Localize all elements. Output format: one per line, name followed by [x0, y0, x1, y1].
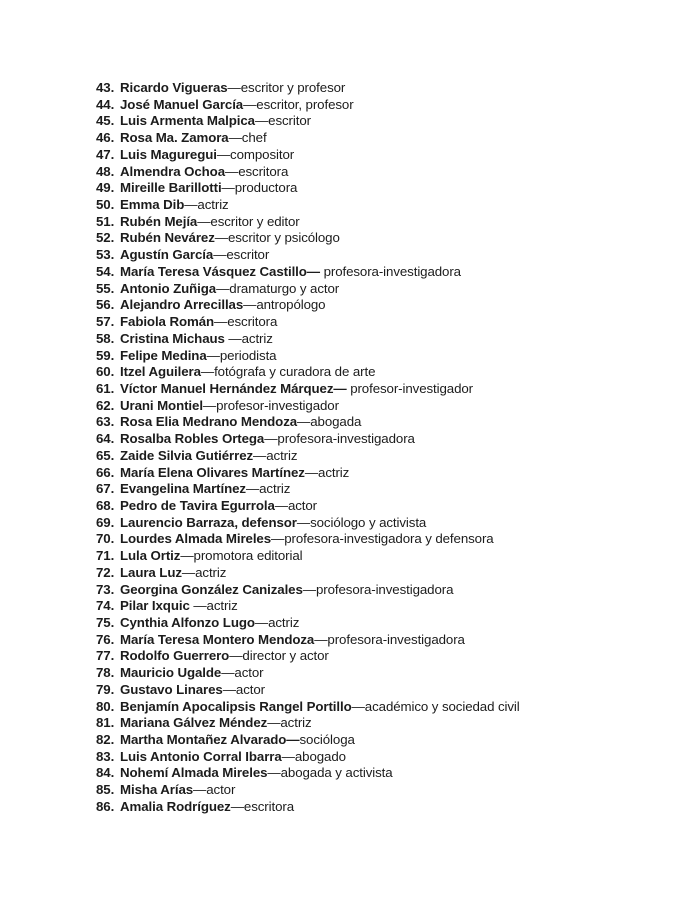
person-name: Emma Dib [120, 197, 185, 213]
item-number: 67. [96, 481, 115, 497]
item-text [120, 765, 393, 782]
item-number: 71. [96, 548, 115, 564]
list-item [96, 381, 520, 398]
list-item [96, 548, 520, 565]
person-role: —director y actor [229, 648, 329, 664]
item-number: 76. [96, 631, 115, 647]
list-item [96, 130, 520, 147]
item-text [120, 799, 294, 816]
item-text [120, 465, 349, 482]
item-text [120, 164, 288, 181]
person-role: —fotógrafa y curadora de arte [200, 364, 376, 380]
item-text [120, 598, 238, 615]
item-number: 47. [96, 146, 115, 162]
item-number: 50. [96, 197, 115, 213]
person-role: —escritora [225, 163, 289, 179]
item-number: 64. [96, 431, 115, 447]
item-text [120, 314, 277, 331]
person-name: Gustavo Linares [120, 681, 223, 697]
person-name: Cynthia Alfonzo Lugo [120, 615, 255, 630]
item-text [120, 782, 235, 799]
item-text [120, 80, 345, 97]
person-name: Víctor Manuel Hernández Márquez— [120, 380, 347, 396]
list-item [96, 398, 520, 415]
person-role: —escritor y profesor [227, 80, 346, 95]
item-text [120, 247, 269, 264]
person-role: —escritora [214, 314, 278, 330]
list-item [96, 113, 520, 130]
item-text [120, 498, 317, 515]
person-name: Almendra Ochoa [120, 163, 226, 179]
person-name: Georgina González Canizales [120, 581, 303, 597]
item-number: 75. [96, 615, 115, 630]
item-number: 78. [96, 665, 115, 681]
person-name: Ricardo Vigueras [120, 80, 228, 95]
person-name: Benjamín Apocalipsis Rangel Portillo [120, 698, 352, 714]
item-number: 46. [96, 130, 115, 146]
item-text [120, 515, 426, 532]
person-role: profesor-investigador [346, 380, 473, 396]
person-name: Rosa Elia Medrano Mendoza [120, 414, 298, 430]
person-name: Pilar Ixquic [120, 598, 190, 614]
item-number: 56. [96, 297, 115, 313]
person-name: Luis Maguregui [120, 146, 217, 162]
item-number: 66. [96, 464, 115, 480]
item-number: 85. [96, 782, 115, 798]
item-number: 80. [96, 698, 115, 714]
person-name: Martha Montañez Alvarado— [120, 732, 300, 748]
list-item [96, 230, 520, 247]
person-name: Felipe Medina [120, 347, 207, 363]
list-item [96, 531, 520, 548]
item-text [120, 615, 299, 632]
item-number: 86. [96, 798, 115, 814]
item-number: 52. [96, 230, 115, 246]
item-text [120, 348, 276, 365]
list-item [96, 314, 520, 331]
person-name: Itzel Aguilera [120, 364, 201, 380]
person-name: Antonio Zuñiga [120, 280, 217, 296]
person-name: Rubén Nevárez [120, 230, 215, 246]
person-role: —profesora-investigadora [314, 631, 465, 647]
item-text [120, 214, 300, 231]
list-item [96, 565, 520, 582]
item-text [120, 331, 273, 348]
item-text [120, 113, 311, 130]
item-number: 48. [96, 163, 115, 179]
name-list [96, 80, 520, 816]
person-name: Nohemí Almada Mireles [120, 765, 268, 781]
person-name: Zaide Silvia Gutiérrez [120, 447, 254, 463]
person-role: —actriz [253, 447, 298, 463]
person-role: —compositor [216, 146, 295, 162]
item-number: 55. [96, 280, 115, 296]
list-item [96, 281, 520, 298]
item-number: 82. [96, 732, 115, 748]
item-number: 83. [96, 748, 115, 764]
list-item [96, 749, 520, 766]
person-role: —actriz [245, 481, 291, 497]
item-number: 60. [96, 364, 115, 380]
item-number: 58. [96, 330, 115, 346]
person-name: Fabiola Román [120, 314, 215, 330]
item-number: 49. [96, 180, 115, 196]
person-role: —profesora-investigadora y defensora [271, 531, 494, 547]
person-name: Rubén Mejía [120, 213, 198, 229]
item-text [120, 531, 494, 548]
list-item [96, 264, 520, 281]
person-name: Laura Luz [120, 564, 182, 580]
person-role: —actriz [267, 715, 312, 731]
item-text [120, 264, 461, 281]
person-role: profesora-investigadora [319, 263, 461, 279]
person-role: —académico y sociedad civil [351, 698, 520, 714]
item-text [120, 665, 263, 682]
list-item [96, 431, 520, 448]
item-text [120, 565, 226, 582]
item-text [120, 481, 290, 498]
person-name: Cristina Michaus [120, 330, 225, 346]
list-item [96, 632, 520, 649]
item-text [120, 381, 473, 398]
person-name: Agustín García [120, 247, 214, 263]
list-item [96, 297, 520, 314]
list-item [96, 582, 520, 599]
person-role: —escritora [230, 798, 294, 814]
list-item [96, 214, 520, 231]
item-number: 68. [96, 497, 115, 513]
person-role: —escritor y editor [197, 213, 300, 229]
list-item [96, 414, 520, 431]
list-item [96, 197, 520, 214]
person-name: José Manuel García [120, 96, 244, 112]
person-name: Mireille Barillotti [120, 180, 222, 196]
list-item [96, 598, 520, 615]
item-text [120, 582, 453, 599]
person-role: —sociólogo y activista [296, 514, 427, 530]
list-item [96, 665, 520, 682]
list-item [96, 732, 520, 749]
item-number: 57. [96, 314, 115, 330]
item-number: 63. [96, 414, 115, 430]
person-name: Lourdes Almada Mireles [120, 531, 272, 547]
person-role: —actriz [184, 197, 229, 213]
list-item [96, 699, 520, 716]
person-name: Rodolfo Guerrero [120, 648, 230, 664]
person-role: —promotora editorial [180, 548, 303, 564]
item-number: 65. [96, 447, 115, 463]
item-text [120, 97, 354, 114]
list-item [96, 448, 520, 465]
item-number: 59. [96, 347, 115, 363]
person-role: —abogada y activista [267, 765, 393, 781]
list-item [96, 180, 520, 197]
list-item [96, 164, 520, 181]
person-role: —chef [228, 130, 267, 146]
item-number: 79. [96, 681, 115, 697]
list-item [96, 348, 520, 365]
person-role: —productora [221, 180, 298, 196]
item-text [120, 147, 294, 164]
person-role: —escritor y psicólogo [214, 230, 340, 246]
item-text [120, 715, 312, 732]
person-name: María Teresa Vásquez Castillo— [120, 263, 320, 279]
list-item [96, 364, 520, 381]
list-item [96, 765, 520, 782]
item-number: 81. [96, 715, 115, 731]
person-name: Rosalba Robles Ortega [120, 431, 265, 447]
person-role: —periodista [206, 347, 277, 363]
person-name: Luis Antonio Corral Ibarra [120, 748, 282, 764]
list-item [96, 80, 520, 97]
person-name: Luis Armenta Malpica [120, 113, 255, 129]
item-text [120, 297, 325, 314]
item-text [120, 130, 267, 147]
item-number: 62. [96, 397, 115, 413]
list-item [96, 498, 520, 515]
person-name: Amalia Rodríguez [120, 798, 231, 814]
person-name: Pedro de Tavira Egurrola [120, 497, 275, 513]
item-text [120, 431, 415, 448]
item-number: 84. [96, 765, 115, 781]
person-role: socióloga [299, 732, 355, 748]
item-text [120, 632, 465, 649]
list-item [96, 481, 520, 498]
item-number: 45. [96, 113, 115, 129]
item-number: 61. [96, 380, 115, 396]
list-item [96, 715, 520, 732]
list-item [96, 147, 520, 164]
person-role: —profesora-investigadora [302, 581, 454, 597]
list-item [96, 782, 520, 799]
list-item [96, 247, 520, 264]
list-item [96, 648, 520, 665]
person-name: Mariana Gálvez Méndez [120, 715, 268, 731]
item-text [120, 230, 340, 247]
person-role: —actor [193, 782, 236, 798]
person-name: Evangelina Martínez [120, 481, 246, 497]
item-number: 74. [96, 598, 115, 614]
person-role: —antropólogo [243, 297, 326, 313]
item-text [120, 732, 355, 749]
item-text [120, 448, 297, 465]
person-role: —escritor [254, 113, 311, 129]
person-role: —actriz [224, 330, 273, 346]
person-role: —dramaturgo y actor [216, 280, 340, 296]
list-item [96, 331, 520, 348]
list-item [96, 465, 520, 482]
item-text [120, 197, 229, 214]
item-number: 53. [96, 247, 115, 263]
person-name: María Teresa Montero Mendoza [120, 631, 315, 647]
item-text [120, 648, 329, 665]
person-name: Lula Ortiz [120, 548, 181, 564]
item-text [120, 682, 265, 699]
person-name: Mauricio Ugalde [120, 665, 222, 681]
list-item [96, 615, 520, 632]
list-item [96, 682, 520, 699]
item-number: 72. [96, 564, 115, 580]
person-role: —actor [274, 497, 318, 513]
person-role: —actor [222, 681, 265, 697]
person-role: —abogada [297, 414, 362, 430]
person-name: Misha Arías [120, 782, 194, 798]
item-text [120, 180, 297, 197]
person-role: —actriz [304, 464, 350, 480]
item-number: 54. [96, 263, 115, 279]
item-text [120, 398, 339, 415]
item-number: 43. [96, 80, 115, 95]
person-role: —profesor-investigador [202, 397, 339, 413]
item-text [120, 281, 339, 298]
item-number: 69. [96, 514, 115, 530]
item-text [120, 414, 361, 431]
item-text [120, 548, 303, 565]
item-number: 70. [96, 531, 115, 547]
item-text [120, 364, 375, 381]
person-name: Urani Montiel [120, 397, 203, 413]
item-number: 51. [96, 213, 115, 229]
list-item [96, 515, 520, 532]
person-name: Alejandro Arrecillas [120, 297, 244, 313]
person-role: —actor [221, 665, 264, 681]
person-role: —profesora-investigadora [264, 431, 415, 447]
item-number: 44. [96, 96, 115, 112]
person-role: —actriz [254, 615, 300, 630]
list-item [96, 97, 520, 114]
item-number: 77. [96, 648, 115, 664]
person-role: —abogado [281, 748, 346, 764]
person-role: —actriz [181, 564, 227, 580]
person-role: —actriz [189, 598, 238, 614]
item-text [120, 749, 346, 766]
person-role: —escritor, profesor [243, 96, 354, 112]
person-name: Rosa Ma. Zamora [120, 130, 229, 146]
list-item [96, 799, 520, 816]
person-role: —escritor [213, 247, 270, 263]
person-name: Laurencio Barraza, defensor [120, 514, 297, 530]
item-text [120, 699, 520, 716]
person-name: María Elena Olivares Martínez [120, 464, 305, 480]
item-number: 73. [96, 581, 115, 597]
